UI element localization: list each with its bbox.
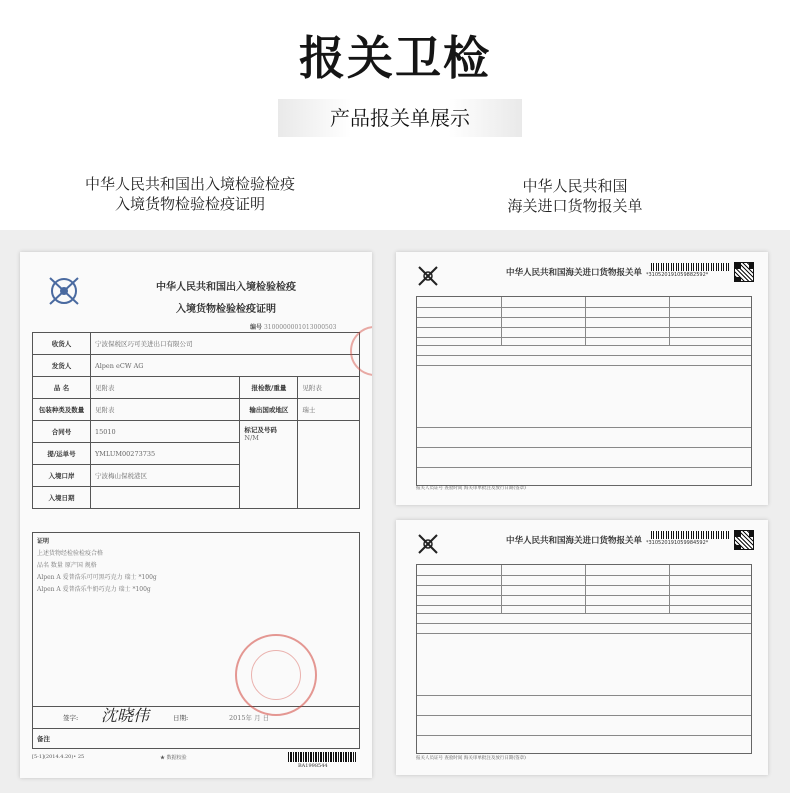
inspection-emblem-icon <box>44 274 84 308</box>
form-code: [5-1](2014.4.20)• 25 <box>32 754 85 760</box>
field-value: 见附表 <box>298 377 360 399</box>
barcode <box>288 752 356 762</box>
qr-code-icon <box>734 530 754 550</box>
grid-line <box>585 297 586 345</box>
certificate-subtitle: 入境货物检验检疫证明 <box>176 304 276 315</box>
certificate-number-value: 3100000001013000503 <box>263 324 337 331</box>
caption-line: 中华人民共和国出入境检验检疫 <box>84 175 295 193</box>
remark-line: 上述货物经检验检疫合格 <box>37 550 104 557</box>
customs-declaration-form-1 <box>396 252 768 505</box>
table-row <box>33 399 360 421</box>
qr-code-icon <box>734 262 754 282</box>
form-footer: 报关人员证号 查验时间 海关审单批注及放行日期(签章) <box>416 486 526 491</box>
field-value: 见附表 <box>91 399 240 421</box>
date-label: 日期: <box>173 714 189 722</box>
grid-line <box>417 317 751 318</box>
field-label: 报检数/重量 <box>240 377 298 399</box>
field-value: 15010 <box>91 421 240 443</box>
field-value <box>298 421 360 509</box>
declaration-grid <box>416 296 752 486</box>
footer-note: ★ 数据校验 <box>160 755 187 761</box>
signature-row <box>32 707 360 729</box>
barcode <box>651 531 729 539</box>
certificate-number <box>250 322 336 331</box>
inspection-certificate-document <box>20 252 372 778</box>
certificate-number-label: 编号 <box>250 324 263 331</box>
grid-line <box>417 613 751 614</box>
grid-line <box>417 345 751 346</box>
grid-line <box>417 633 751 634</box>
caption-customs-declaration <box>450 176 700 216</box>
grid-line <box>585 565 586 613</box>
field-value: 宁波梅山保税港区 <box>91 465 240 487</box>
field-label: 发货人 <box>33 355 91 377</box>
barcode-number: *310520191059984592* <box>646 540 709 546</box>
caption-line: 海关进口货物报关单 <box>507 197 643 215</box>
field-label: 合同号 <box>33 421 91 443</box>
field-value: Alpen eCW AG <box>91 355 360 377</box>
table-row <box>33 421 360 443</box>
grid-line <box>417 327 751 328</box>
grid-line <box>417 427 751 428</box>
remarks-label: 证明 <box>37 538 50 545</box>
certificate-table <box>32 332 360 509</box>
signature-label: 签字: <box>63 714 79 722</box>
date-value: 2015年 月 日 <box>229 714 270 722</box>
grid-line <box>417 623 751 624</box>
seal-inner-ring <box>251 650 301 700</box>
field-value: 宁波保税区巧可美进出口有限公司 <box>91 333 360 355</box>
field-label: 提/运单号 <box>33 443 91 465</box>
form-footer: 报关人员证号 查验时间 海关审单批注及放行日期(签章) <box>416 756 526 761</box>
table-row <box>33 355 360 377</box>
field-label: 收货人 <box>33 333 91 355</box>
field-label: 品 名 <box>33 377 91 399</box>
official-seal-stamp <box>235 634 317 716</box>
page-title: 报关卫检 <box>299 31 491 85</box>
customs-emblem-icon <box>416 532 440 556</box>
barcode-number: BA1998544 <box>298 763 328 769</box>
barcode-number: *310520191059882592* <box>646 272 709 278</box>
grid-line <box>501 297 502 345</box>
table-row <box>33 333 360 355</box>
grid-line <box>417 365 751 366</box>
form-title: 中华人民共和国海关进口货物报关单 <box>506 268 643 278</box>
grid-line <box>417 307 751 308</box>
field-label: 入境口岸 <box>33 465 91 487</box>
field-label <box>240 421 298 509</box>
field-value: YMLUM00273735 <box>91 443 240 465</box>
grid-line <box>417 585 751 586</box>
grid-line <box>501 565 502 613</box>
remark-line: Alpen A 爱普浩乐可可黑巧克力 瑞士 *100g <box>37 574 157 581</box>
field-value <box>91 487 240 509</box>
grid-line <box>417 575 751 576</box>
field-value: 见附表 <box>91 377 240 399</box>
caption-line: 入境货物检验检疫证明 <box>114 195 265 213</box>
caption-line: 中华人民共和国 <box>522 177 628 195</box>
grid-line <box>417 715 751 716</box>
note-row <box>32 729 360 749</box>
grid-line <box>417 467 751 468</box>
field-value: 瑞士 <box>298 399 360 421</box>
customs-declaration-form-2 <box>396 520 768 775</box>
barcode <box>651 263 729 271</box>
grid-line <box>417 735 751 736</box>
section-subtitle: 产品报关单展示 <box>278 99 522 137</box>
field-label: 包装种类及数量 <box>33 399 91 421</box>
grid-line <box>417 355 751 356</box>
grid-line <box>417 337 751 338</box>
note-label: 备注 <box>37 735 50 743</box>
certificate-title: 中华人民共和国出入境检验检疫 <box>156 282 296 293</box>
field-label: 入境日期 <box>33 487 91 509</box>
grid-line <box>417 605 751 606</box>
grid-line <box>417 695 751 696</box>
grid-line <box>669 297 670 345</box>
grid-line <box>669 565 670 613</box>
table-row <box>33 377 360 399</box>
marks-label: 标记及号码 <box>244 426 277 434</box>
signature: 沈晓伟 <box>101 706 150 725</box>
grid-line <box>417 595 751 596</box>
declaration-grid <box>416 564 752 754</box>
remark-line: 品名 数量 原产国 规格 <box>37 562 97 569</box>
remark-line: Alpen A 爱普浩乐牛奶巧克力 瑞士 *100g <box>37 586 151 593</box>
grid-line <box>417 447 751 448</box>
marks-value: N/M <box>244 434 259 442</box>
customs-emblem-icon <box>416 264 440 288</box>
field-label: 输出国或地区 <box>240 399 298 421</box>
caption-inspection-certificate <box>40 174 340 214</box>
form-title: 中华人民共和国海关进口货物报关单 <box>506 536 643 546</box>
remarks-lines <box>37 548 355 593</box>
